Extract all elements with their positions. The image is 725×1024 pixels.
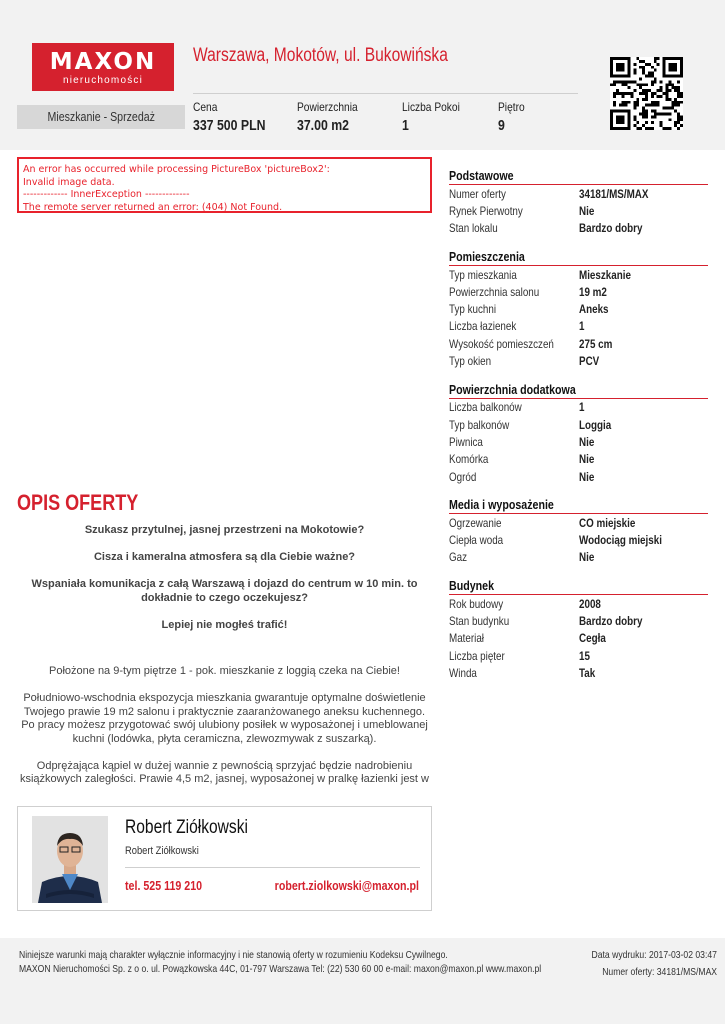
- detail-value: [579, 319, 586, 333]
- detail-key: [449, 597, 579, 611]
- detail-value-text: Tak: [579, 665, 596, 680]
- detail-row: [449, 185, 708, 202]
- footer-disclaimer: Niniejsze warunki mają charakter wyłącznie informacyjny i nie stanowią oferty w rozumieniu Kodeksu Cywilnego.: [19, 949, 448, 961]
- detail-value: [579, 400, 586, 414]
- detail-value-text: Cegła: [579, 631, 606, 646]
- description-paragraph: Południowo-wschodnia ekspozycja mieszkania gwarantuje optymalne doświetlenie Twojego prawie 19 m2 salonu i praktycznie zaaranżowanego aneksu kuchennego. Po pracy możesz przygotować swój ulubiony posiłek w wyposażonej i umeblowanej kuchni (lodówka, płyta ceramiczna, zlewozmywak z suszarką).: [21, 692, 428, 745]
- detail-row: [449, 514, 708, 531]
- detail-value: [579, 649, 592, 663]
- detail-key-text: Ciepła woda: [449, 533, 504, 548]
- detail-row: [449, 595, 708, 612]
- stat-area: [297, 100, 368, 134]
- detail-row: [449, 549, 708, 566]
- detail-value-text: 275 cm: [579, 336, 613, 351]
- detail-value-text: 1: [579, 400, 585, 415]
- description-body: [17, 524, 432, 794]
- detail-row: [449, 202, 708, 219]
- detail-key-text: Ogrzewanie: [449, 515, 502, 530]
- detail-value-text: Nie: [579, 469, 595, 484]
- error-line: The remote server returned an error: (404) Not Found.: [23, 201, 283, 213]
- offer-type-label: Mieszkanie - Sprzedaż: [47, 110, 155, 124]
- detail-key: [449, 418, 579, 432]
- error-line: ------------- InnerException -------------: [23, 189, 190, 200]
- detail-value-text: 34181/MS/MAX: [579, 186, 649, 201]
- detail-key: [449, 666, 579, 680]
- detail-row: [449, 220, 708, 237]
- detail-key: [449, 470, 579, 484]
- detail-key: [449, 614, 579, 628]
- detail-row: [449, 433, 708, 450]
- detail-key-text: Piwnica: [449, 434, 483, 449]
- detail-key-text: Typ okien: [449, 354, 492, 369]
- detail-value-text: Nie: [579, 550, 595, 565]
- maxon-logo[interactable]: [32, 43, 174, 91]
- detail-value-text: 2008: [579, 596, 601, 611]
- detail-row: [449, 647, 708, 664]
- detail-key: [449, 452, 579, 466]
- detail-value-text: CO miejskie: [579, 515, 636, 530]
- detail-key-text: Rok budowy: [449, 596, 504, 611]
- stat-label: Cena: [193, 100, 218, 114]
- section-title-text: Media i wyposażenie: [449, 497, 554, 513]
- stat-rooms: [402, 100, 470, 134]
- detail-value-text: 15: [579, 648, 590, 663]
- detail-value: [579, 435, 598, 449]
- detail-value: [579, 354, 604, 368]
- agent-photo: [32, 816, 108, 903]
- detail-value: [579, 418, 618, 432]
- detail-row: [449, 531, 708, 548]
- detail-value: [579, 533, 680, 547]
- detail-value: [579, 221, 656, 235]
- detail-row: [449, 416, 708, 433]
- detail-key-text: Liczba łazienek: [449, 319, 517, 334]
- stat-value: 337 500 PLN: [193, 117, 266, 134]
- detail-value-text: Nie: [579, 203, 595, 218]
- description-paragraph: Lepiej nie mogłeś trafić!: [161, 618, 288, 631]
- detail-row: [449, 266, 708, 283]
- error-line: Invalid image data.: [23, 176, 115, 188]
- detail-key: [449, 354, 579, 368]
- stat-label: Piętro: [498, 100, 525, 114]
- detail-value: [579, 550, 598, 564]
- detail-row: [449, 318, 708, 335]
- detail-key-text: Liczba balkonów: [449, 400, 522, 415]
- section-title-text: Podstawowe: [449, 168, 514, 183]
- detail-key-text: Powierzchnia salonu: [449, 284, 540, 299]
- detail-value: [579, 614, 656, 628]
- agent-email-link[interactable]: robert.ziolkowski@maxon.pl: [274, 878, 419, 893]
- detail-row: [449, 335, 708, 352]
- logo-main-text: MAXON: [49, 49, 157, 75]
- detail-row: [449, 399, 708, 416]
- detail-value-text: Nie: [579, 452, 595, 467]
- detail-key: [449, 187, 579, 201]
- detail-value: [579, 285, 613, 299]
- detail-key-text: Numer oferty: [449, 186, 506, 201]
- detail-key: [449, 400, 579, 414]
- detail-key: [449, 268, 579, 282]
- detail-value-text: Loggia: [579, 417, 612, 432]
- section-title: [449, 249, 708, 266]
- detail-row: [449, 612, 708, 629]
- detail-row: [449, 283, 708, 300]
- section-title-text: Budynek: [449, 578, 495, 594]
- detail-value-text: Bardzo dobry: [579, 613, 643, 628]
- detail-value: [579, 302, 615, 316]
- detail-key-text: Stan lokalu: [449, 221, 498, 236]
- detail-key-text: Gaz: [449, 550, 468, 565]
- agent-card: [17, 806, 432, 911]
- agent-subtitle: Robert Ziółkowski: [125, 845, 199, 857]
- property-address: Warszawa, Mokotów, ul. Bukowińska: [193, 45, 448, 66]
- section-title-text: Pomieszczenia: [449, 248, 525, 264]
- agent-divider: [125, 867, 420, 868]
- detail-key-text: Wysokość pomieszczeń: [449, 336, 554, 351]
- stat-label: Powierzchnia: [297, 100, 358, 114]
- detail-value: [579, 268, 642, 282]
- detail-key: [449, 516, 579, 530]
- qr-code-icon: [610, 57, 683, 130]
- detail-key-text: Winda: [449, 665, 477, 680]
- detail-key: [449, 550, 579, 564]
- detail-key-text: Typ balkonów: [449, 417, 510, 432]
- agent-name: Robert Ziółkowski: [125, 817, 248, 838]
- footer-print-date: Data wydruku: 2017-03-02 03:47: [591, 949, 717, 961]
- detail-key-text: Komórka: [449, 452, 489, 467]
- detail-key-text: Rynek Pierwotny: [449, 203, 523, 218]
- description-paragraph: Cisza i kameralna atmosfera są dla Ciebie ważne?: [93, 551, 356, 563]
- description-paragraph: Wspaniała komunikacja z całą Warszawą i dojazd do centrum w 10 min. to dokładnie to czego oczekujesz?: [31, 578, 418, 604]
- header-divider: [193, 93, 578, 94]
- detail-value: [579, 631, 612, 645]
- detail-key-text: Stan budynku: [449, 613, 510, 628]
- detail-row: [449, 664, 708, 681]
- section-title: [449, 382, 708, 399]
- detail-row: [449, 352, 708, 369]
- detail-key: [449, 204, 579, 218]
- footer-company: MAXON Nieruchomości Sp. z o o. ul. Powązkowska 44C, 01-797 Warszawa Tel: (22) 530 60 00 e-mail: maxon@maxon.pl www.maxon.pl: [19, 963, 542, 975]
- detail-row: [449, 630, 708, 647]
- detail-key: [449, 285, 579, 299]
- section-title: [449, 578, 708, 595]
- description-paragraph: Odprężająca kąpiel w dużej wannie z pewnością sprzyjać będzie nadrobieniu książkowych zaległości. Prawie 4,5 m2, jasnej, wyposażonej w pralkę łazienki jest w: [19, 759, 429, 785]
- detail-key-text: Typ kuchni: [449, 302, 497, 317]
- detail-value: [579, 204, 598, 218]
- stat-price: [193, 100, 281, 134]
- detail-value-text: Aneks: [579, 302, 609, 317]
- error-line: An error has occurred while processing PictureBox 'pictureBox2':: [23, 164, 330, 175]
- stat-value: 9: [498, 117, 505, 134]
- detail-row: [449, 451, 708, 468]
- detail-key-text: Liczba pięter: [449, 648, 505, 663]
- section-title-text: Powierzchnia dodatkowa: [449, 381, 576, 397]
- detail-key: [449, 533, 579, 547]
- detail-value-text: Bardzo dobry: [579, 221, 643, 236]
- offer-type-badge: [17, 105, 185, 129]
- detail-key-text: Typ mieszkania: [449, 267, 517, 282]
- footer-offer-number: Numer oferty: 34181/MS/MAX: [602, 966, 717, 978]
- section-title: [449, 497, 708, 514]
- detail-value-text: PCV: [579, 354, 600, 369]
- detail-value-text: Nie: [579, 434, 595, 449]
- detail-value: [579, 516, 648, 530]
- description-paragraph: [17, 646, 432, 652]
- section-title: [449, 168, 708, 185]
- description-paragraph: Położone na 9-tym piętrze 1 - pok. mieszkanie z loggią czeka na Ciebie!: [49, 665, 400, 677]
- stat-label: Liczba Pokoi: [402, 100, 460, 114]
- details-sidebar: [449, 168, 708, 682]
- detail-key: [449, 649, 579, 663]
- description-paragraph: Szukasz przytulnej, jasnej przestrzeni na Mokotowie?: [84, 524, 365, 536]
- footer: [0, 938, 725, 1024]
- detail-value: [579, 337, 620, 351]
- detail-value: [579, 452, 598, 466]
- detail-value: [579, 597, 606, 611]
- detail-value-text: Wodociąg miejski: [579, 533, 662, 548]
- detail-value: [579, 666, 599, 680]
- detail-value: [579, 470, 598, 484]
- description-title: OPIS OFERTY: [17, 490, 139, 515]
- detail-key: [449, 337, 579, 351]
- detail-key: [449, 319, 579, 333]
- stat-value: 37.00 m2: [297, 117, 349, 134]
- detail-value-text: 19 m2: [579, 284, 607, 299]
- image-error-box: [17, 157, 432, 213]
- detail-key: [449, 631, 579, 645]
- detail-key: [449, 435, 579, 449]
- detail-value-text: Mieszkanie: [579, 267, 631, 282]
- stat-value: 1: [402, 117, 409, 134]
- detail-key-text: Materiał: [449, 631, 485, 646]
- logo-sub-text: nieruchomości: [62, 75, 144, 86]
- detail-key: [449, 302, 579, 316]
- detail-row: [449, 300, 708, 317]
- detail-key-text: Ogród: [449, 469, 477, 484]
- agent-phone-link[interactable]: tel. 525 119 210: [125, 878, 203, 893]
- stat-floor: [498, 100, 529, 134]
- detail-key: [449, 221, 579, 235]
- detail-value-text: 1: [579, 319, 585, 334]
- detail-value: [579, 187, 664, 201]
- detail-row: [449, 468, 708, 485]
